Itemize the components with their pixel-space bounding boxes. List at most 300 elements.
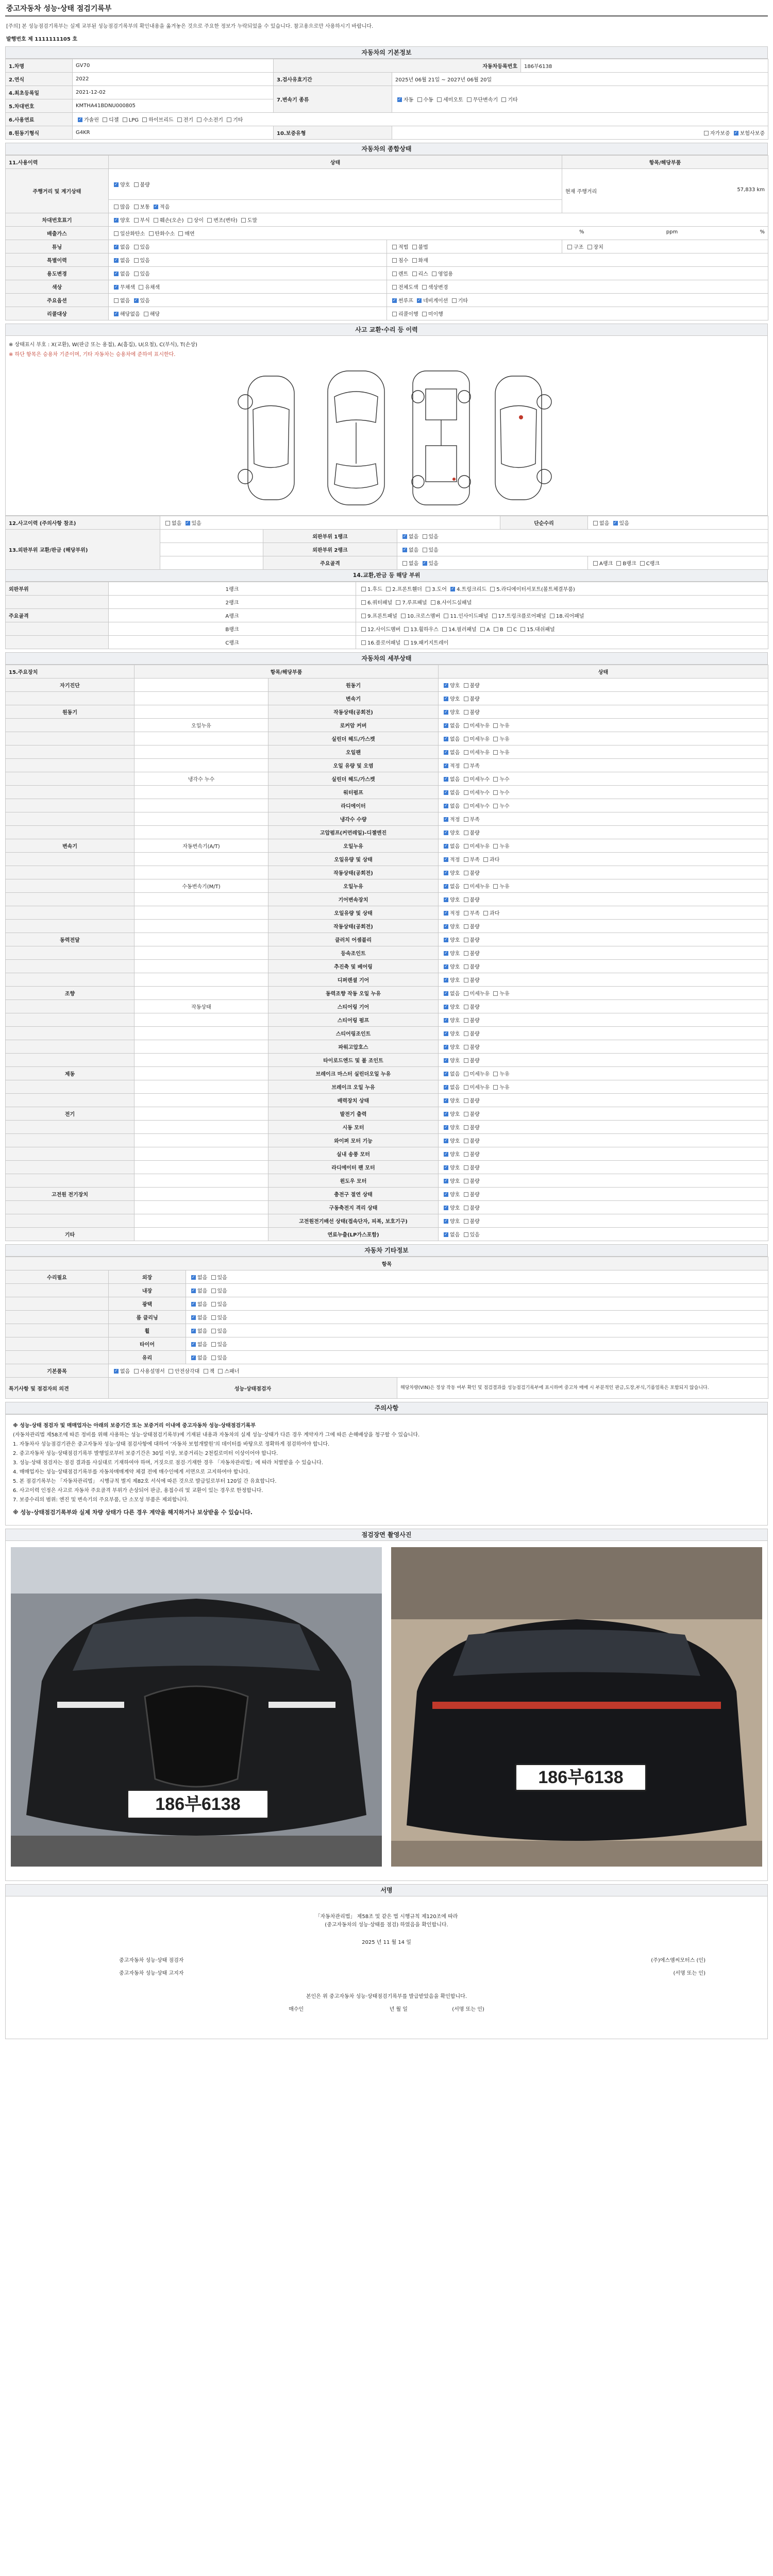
checkbox-label: 양호 — [450, 1031, 460, 1037]
checkbox-label: 없음 — [172, 521, 182, 527]
table-row — [6, 609, 768, 622]
checkbox-label: 없음 — [450, 737, 460, 742]
table-row — [6, 1054, 768, 1067]
tuning-options-a — [109, 240, 387, 253]
rank-group — [6, 622, 109, 636]
checkbox-icon — [404, 627, 409, 632]
checkbox-label: 있음 — [191, 521, 201, 527]
device-group: 기타 — [6, 1228, 135, 1241]
checkbox-option — [359, 627, 402, 633]
checkbox-label: 누유 — [499, 750, 510, 756]
checkbox-option — [462, 951, 480, 957]
checkbox-icon — [197, 117, 201, 122]
checkbox-icon — [114, 298, 119, 303]
checkbox-label: 양호 — [450, 1125, 460, 1131]
checkbox-option — [189, 1302, 209, 1308]
checked-box-icon — [134, 298, 139, 303]
car-diagram — [6, 361, 767, 515]
checkbox-option — [132, 182, 150, 188]
checkbox-icon — [507, 627, 512, 632]
device-state — [439, 906, 768, 920]
checkbox-icon — [492, 614, 497, 618]
checkbox-label: 불량 — [469, 1179, 480, 1184]
checked-box-icon — [402, 548, 407, 552]
checkbox-option — [121, 117, 141, 123]
checkbox-icon — [464, 871, 468, 875]
table-row — [6, 705, 768, 719]
checkbox-label: 없음 — [120, 272, 130, 277]
checkbox-icon — [464, 1018, 468, 1023]
checkbox-label: 누유 — [499, 1085, 510, 1091]
checked-box-icon — [444, 804, 448, 808]
checkbox-option — [462, 924, 480, 930]
checkbox-icon — [134, 258, 139, 263]
checkbox-icon — [464, 697, 468, 701]
checked-box-icon — [114, 258, 119, 263]
checkbox-label: 불량 — [469, 1139, 480, 1144]
device-group — [6, 853, 135, 866]
checkbox-option — [462, 804, 492, 809]
checkbox-icon — [444, 614, 448, 618]
device-group — [6, 879, 135, 893]
device-state — [439, 933, 768, 946]
rank-grade: 1랭크 — [109, 582, 356, 596]
checkbox-label: 양호 — [450, 831, 460, 836]
checkbox-label: 누수 — [499, 790, 510, 796]
checkbox-option — [462, 884, 492, 890]
checkbox-icon — [464, 938, 468, 942]
other-item: 내장 — [109, 1284, 186, 1297]
checkbox-option — [152, 205, 170, 210]
other-state — [186, 1351, 768, 1364]
checkbox-option — [591, 561, 614, 567]
checkbox-label: 썬루프 — [398, 298, 413, 304]
accident-table — [5, 516, 768, 570]
mileage-level-options — [109, 200, 562, 213]
device-subgroup — [135, 987, 268, 1000]
warranty-value: 2025년 06월 21일 ~ 2027년 06월 20일 — [392, 73, 768, 86]
device-state — [439, 786, 768, 799]
checkbox-label: 양호 — [450, 1139, 460, 1144]
table-row — [6, 126, 768, 140]
checkbox-option — [442, 710, 462, 716]
checkbox-label: 없음 — [409, 548, 419, 553]
device-group — [6, 786, 135, 799]
checked-box-icon — [78, 117, 82, 122]
device-item: 스티어링조인트 — [268, 1027, 439, 1040]
rank-parts — [356, 582, 768, 596]
checkbox-icon — [134, 1369, 139, 1374]
device-item: 작동상태(공회전) — [268, 920, 439, 933]
other-item: 룸 클리닝 — [109, 1311, 186, 1324]
checked-box-icon — [402, 534, 407, 539]
use-change-options-a — [109, 267, 387, 280]
table-row — [6, 596, 768, 609]
checkbox-option — [462, 844, 492, 850]
other-item: 외장 — [109, 1270, 186, 1284]
checkbox-option — [442, 750, 462, 756]
table-row — [6, 73, 768, 86]
checkbox-label: 부족 — [469, 764, 480, 769]
checkbox-label: 누유 — [499, 844, 510, 850]
checkbox-label: 15.대쉬패널 — [527, 627, 555, 633]
recall-label: 리콜대상 — [6, 307, 109, 320]
checkbox-option — [395, 97, 415, 103]
checkbox-label: 미이행 — [428, 312, 443, 317]
checkbox-icon — [177, 117, 182, 122]
checkbox-label: 미세누유 — [469, 991, 490, 997]
checkbox-label: 없음 — [409, 561, 419, 567]
checkbox-label: 불량 — [469, 1058, 480, 1064]
checkbox-option — [462, 1058, 480, 1064]
checkbox-option — [424, 587, 448, 592]
device-item: 오일누유 — [268, 879, 439, 893]
mileage-note: 현재 주행거리 — [565, 189, 597, 195]
checkbox-icon — [464, 831, 468, 835]
checked-box-icon — [444, 1098, 448, 1103]
checkbox-option — [462, 1018, 480, 1024]
other-state — [186, 1270, 768, 1284]
checkbox-label: 적정 — [450, 911, 460, 917]
checkbox-option — [359, 587, 384, 592]
checkbox-option — [732, 131, 765, 137]
checkbox-label: 부족 — [469, 817, 480, 823]
checkbox-option — [442, 991, 462, 997]
checkbox-icon — [464, 737, 468, 741]
checkbox-label: 양호 — [450, 1018, 460, 1024]
guarantee-label: 10.보증유형 — [274, 126, 392, 140]
checkbox-label: 누유 — [499, 1072, 510, 1077]
device-group — [6, 1094, 135, 1107]
table-row — [6, 113, 768, 126]
car-name-label: 1.차명 — [6, 59, 73, 73]
checkbox-label: 해당없음 — [120, 312, 140, 317]
checkbox-icon — [404, 640, 409, 645]
checkbox-label: 미세누유 — [469, 750, 490, 756]
reg-no-value: 186부6138 — [521, 59, 768, 73]
unit-ppm: ppm — [666, 229, 678, 235]
checked-box-icon — [444, 817, 448, 822]
checkbox-option — [442, 817, 462, 823]
other-group — [6, 1351, 109, 1364]
checkbox-label: 상이 — [193, 218, 204, 224]
checkbox-option — [462, 1152, 480, 1158]
checkbox-icon — [704, 131, 709, 135]
checkbox-option — [442, 1031, 462, 1037]
checkbox-option — [420, 312, 443, 317]
checkbox-icon — [227, 117, 231, 122]
checkbox-label: 있음 — [619, 521, 629, 527]
checkbox-label: 있음 — [428, 548, 439, 553]
rank-group — [6, 636, 109, 649]
checkbox-option — [462, 991, 492, 997]
device-item: 원동기 — [268, 679, 439, 692]
device-state — [439, 1054, 768, 1067]
checkbox-label: 있음 — [428, 534, 439, 540]
checkbox-option — [442, 1112, 462, 1117]
device-item: 오일팬 — [268, 745, 439, 759]
checked-box-icon — [191, 1342, 196, 1347]
checkbox-option — [209, 1289, 227, 1294]
simple-repair-options — [588, 516, 768, 530]
checkbox-option — [205, 218, 239, 224]
use-change-options-b — [387, 267, 768, 280]
checkbox-option — [462, 871, 480, 876]
checkbox-option — [462, 1072, 492, 1077]
checkbox-label: 없음 — [450, 790, 460, 796]
checkbox-icon — [493, 777, 498, 782]
checked-box-icon — [444, 1031, 448, 1036]
checkbox-label: 적정 — [450, 764, 460, 769]
checkbox-icon — [464, 1219, 468, 1224]
checked-box-icon — [444, 831, 448, 835]
checkbox-label: 과다 — [490, 911, 500, 917]
checkbox-label: 없음 — [450, 804, 460, 809]
checkbox-label: 없음 — [197, 1289, 208, 1294]
device-item: 추진축 및 베어링 — [268, 960, 439, 973]
table-row — [6, 1228, 768, 1241]
checkbox-label: 양호 — [450, 1179, 460, 1184]
checked-box-icon — [444, 697, 448, 701]
document — [5, 0, 768, 2039]
checkbox-icon — [211, 1342, 216, 1347]
device-item: 와이퍼 모터 기능 — [268, 1134, 439, 1147]
checked-box-icon — [444, 1085, 448, 1090]
special-history-options-b — [387, 253, 768, 267]
device-state — [439, 866, 768, 879]
checkbox-label: 불량 — [469, 924, 480, 930]
other-group: 수리필요 — [6, 1270, 109, 1284]
table-row — [6, 946, 768, 960]
vin-value: KMTHA41BDNU000805 — [73, 99, 274, 113]
checkbox-label: 양호 — [450, 924, 460, 930]
checkbox-icon — [480, 627, 485, 632]
overall-table — [5, 155, 768, 320]
device-subgroup — [135, 1040, 268, 1054]
basic-info-table — [5, 59, 768, 140]
device-item: 로커암 커버 — [268, 719, 439, 732]
device-state — [439, 1121, 768, 1134]
device-subgroup — [135, 853, 268, 866]
checkbox-icon — [207, 218, 212, 223]
checked-box-icon — [444, 1219, 448, 1224]
checkbox-label: 색상변경 — [428, 285, 448, 291]
table-row — [6, 1284, 768, 1297]
device-subgroup — [135, 692, 268, 705]
checkbox-label: 양호 — [450, 951, 460, 957]
device-group: 제동 — [6, 1067, 135, 1080]
checkbox-label: 없음 — [450, 884, 460, 890]
checkbox-label: 전체도색 — [398, 285, 418, 291]
checked-box-icon — [444, 710, 448, 715]
checkbox-label: 세미오토 — [443, 97, 463, 103]
device-state — [439, 853, 768, 866]
device-subgroup — [135, 1067, 268, 1080]
device-state — [439, 879, 768, 893]
device-group — [6, 960, 135, 973]
checkbox-icon — [188, 218, 192, 223]
checkbox-icon — [134, 182, 139, 187]
checked-box-icon — [417, 298, 422, 303]
device-state — [439, 732, 768, 745]
checkbox-option — [481, 857, 499, 863]
checkbox-label: 리콜이행 — [398, 312, 418, 317]
checkbox-label: 가솔린 — [84, 117, 99, 123]
checkbox-option — [462, 777, 492, 783]
checkbox-label: 양호 — [120, 182, 130, 188]
checkbox-label: 있음 — [140, 298, 150, 304]
rear-car-photo — [391, 1547, 762, 1867]
checkbox-option — [462, 911, 482, 917]
device-subgroup — [135, 973, 268, 987]
checkbox-option — [462, 1232, 480, 1238]
checkbox-label: LPG — [128, 117, 139, 123]
table-row — [6, 1378, 768, 1399]
checked-box-icon — [444, 1112, 448, 1116]
table-row — [6, 1013, 768, 1027]
table-row — [6, 59, 768, 73]
device-state — [439, 960, 768, 973]
checkbox-icon — [211, 1289, 216, 1293]
checkbox-label: 누수 — [499, 777, 510, 783]
checkbox-label: 없음 — [197, 1329, 208, 1334]
notice-text: [주의] 본 성능점검기록부는 실제 교부된 성능점검기록부의 확인내용을 옮겨놓은 것으로 주요한 정보가 누락되었을 수 있습니다. 참고용으로만 사용하시기 바랍니다. — [6, 24, 374, 29]
checkbox-option — [183, 521, 201, 527]
table-row — [6, 86, 768, 99]
device-group — [6, 1000, 135, 1013]
other-item: 유리 — [109, 1351, 186, 1364]
checkbox-option — [402, 627, 440, 633]
checkbox-label: 양호 — [450, 1219, 460, 1225]
checkbox-icon — [464, 1165, 468, 1170]
checkbox-option — [132, 298, 150, 304]
color-options-a — [109, 280, 387, 294]
frame-rank-options — [588, 556, 768, 570]
checkbox-option — [442, 1219, 462, 1225]
checkbox-label: 3.도어 — [432, 587, 447, 592]
device-item: 타이로드엔드 및 볼 조인트 — [268, 1054, 439, 1067]
checkbox-label: 부식 — [140, 218, 150, 224]
other-table — [5, 1257, 768, 1399]
checkbox-icon — [464, 884, 468, 889]
rank1-options — [397, 530, 768, 543]
device-group — [6, 732, 135, 745]
checkbox-option — [112, 205, 132, 210]
device-item: 등속조인트 — [268, 946, 439, 960]
checkbox-label: 자동 — [404, 97, 414, 103]
tuning-options-c — [562, 240, 768, 253]
checkbox-option — [491, 884, 509, 890]
first-reg-label: 4.최초등록일 — [6, 86, 73, 99]
checkbox-icon — [464, 1139, 468, 1143]
device-group: 원동기 — [6, 705, 135, 719]
table-row — [6, 1147, 768, 1161]
checkbox-label: 14.필러패널 — [448, 627, 477, 633]
checkbox-option — [440, 627, 478, 633]
checkbox-option — [410, 272, 430, 277]
car-name-value: GV70 — [73, 59, 274, 73]
checkbox-option — [518, 627, 555, 633]
checkbox-label: 없음 — [120, 245, 130, 250]
device-group — [6, 1174, 135, 1188]
checkbox-label: 미세누유 — [469, 737, 490, 742]
checkbox-option — [462, 1165, 480, 1171]
checkbox-label: C랭크 — [646, 561, 660, 567]
checkbox-option — [491, 790, 509, 796]
checked-box-icon — [114, 182, 119, 187]
checkbox-option — [435, 97, 465, 103]
checkbox-label: 불량 — [469, 683, 480, 689]
checkbox-label: 양호 — [450, 1045, 460, 1050]
main-option-options-a — [109, 294, 387, 307]
fuel-options — [73, 113, 768, 126]
checkbox-option — [442, 737, 462, 742]
table-row — [6, 692, 768, 705]
checked-box-icon — [191, 1315, 196, 1320]
checkbox-icon — [392, 285, 397, 290]
checkbox-option — [442, 951, 462, 957]
device-state — [439, 799, 768, 812]
guarantee-options — [392, 126, 768, 140]
vin-mark-label: 차대번호표기 — [6, 213, 109, 227]
rank-parts — [356, 596, 768, 609]
device-group: 전기 — [6, 1107, 135, 1121]
device-state — [439, 1067, 768, 1080]
checkbox-label: 적정 — [450, 857, 460, 863]
checkbox-icon — [165, 521, 170, 526]
checked-box-icon — [444, 683, 448, 688]
device-item: 작동상태(공회전) — [268, 705, 439, 719]
notifier-label: 중고자동차 성능·상태 고지자 — [119, 1971, 184, 1976]
device-group — [6, 1201, 135, 1214]
table-row — [6, 1040, 768, 1054]
checked-box-icon — [114, 285, 119, 290]
rank-group — [6, 596, 109, 609]
checkbox-label: 없음 — [120, 298, 130, 304]
device-group — [6, 946, 135, 960]
checkbox-option — [400, 548, 421, 553]
checkbox-icon — [464, 1058, 468, 1063]
table-row — [6, 866, 768, 879]
checked-box-icon — [444, 1152, 448, 1157]
front-plate: 186부6138 — [127, 1789, 269, 1819]
checked-box-icon — [444, 857, 448, 862]
checkbox-option — [76, 117, 100, 123]
table-row — [6, 1174, 768, 1188]
checkbox-option — [462, 1179, 480, 1184]
checkbox-option — [462, 1192, 480, 1198]
device-state — [439, 946, 768, 960]
checkbox-icon — [550, 614, 554, 618]
checked-box-icon — [444, 938, 448, 942]
checkbox-option — [462, 750, 492, 756]
checkbox-option — [462, 897, 480, 903]
device-state — [439, 679, 768, 692]
checkbox-option — [465, 97, 500, 103]
table-row — [6, 759, 768, 772]
checkbox-label: 불량 — [469, 1045, 480, 1050]
checkbox-option — [216, 1369, 239, 1375]
table-row — [6, 516, 768, 530]
checkbox-option — [462, 1206, 480, 1211]
checkbox-option — [415, 97, 435, 103]
checked-box-icon — [444, 871, 448, 875]
other-item: 타이어 — [109, 1337, 186, 1351]
emission-options — [109, 227, 768, 240]
checkbox-label: A랭크 — [599, 561, 613, 567]
checked-box-icon — [191, 1329, 196, 1333]
year-label: 2.연식 — [6, 73, 73, 86]
